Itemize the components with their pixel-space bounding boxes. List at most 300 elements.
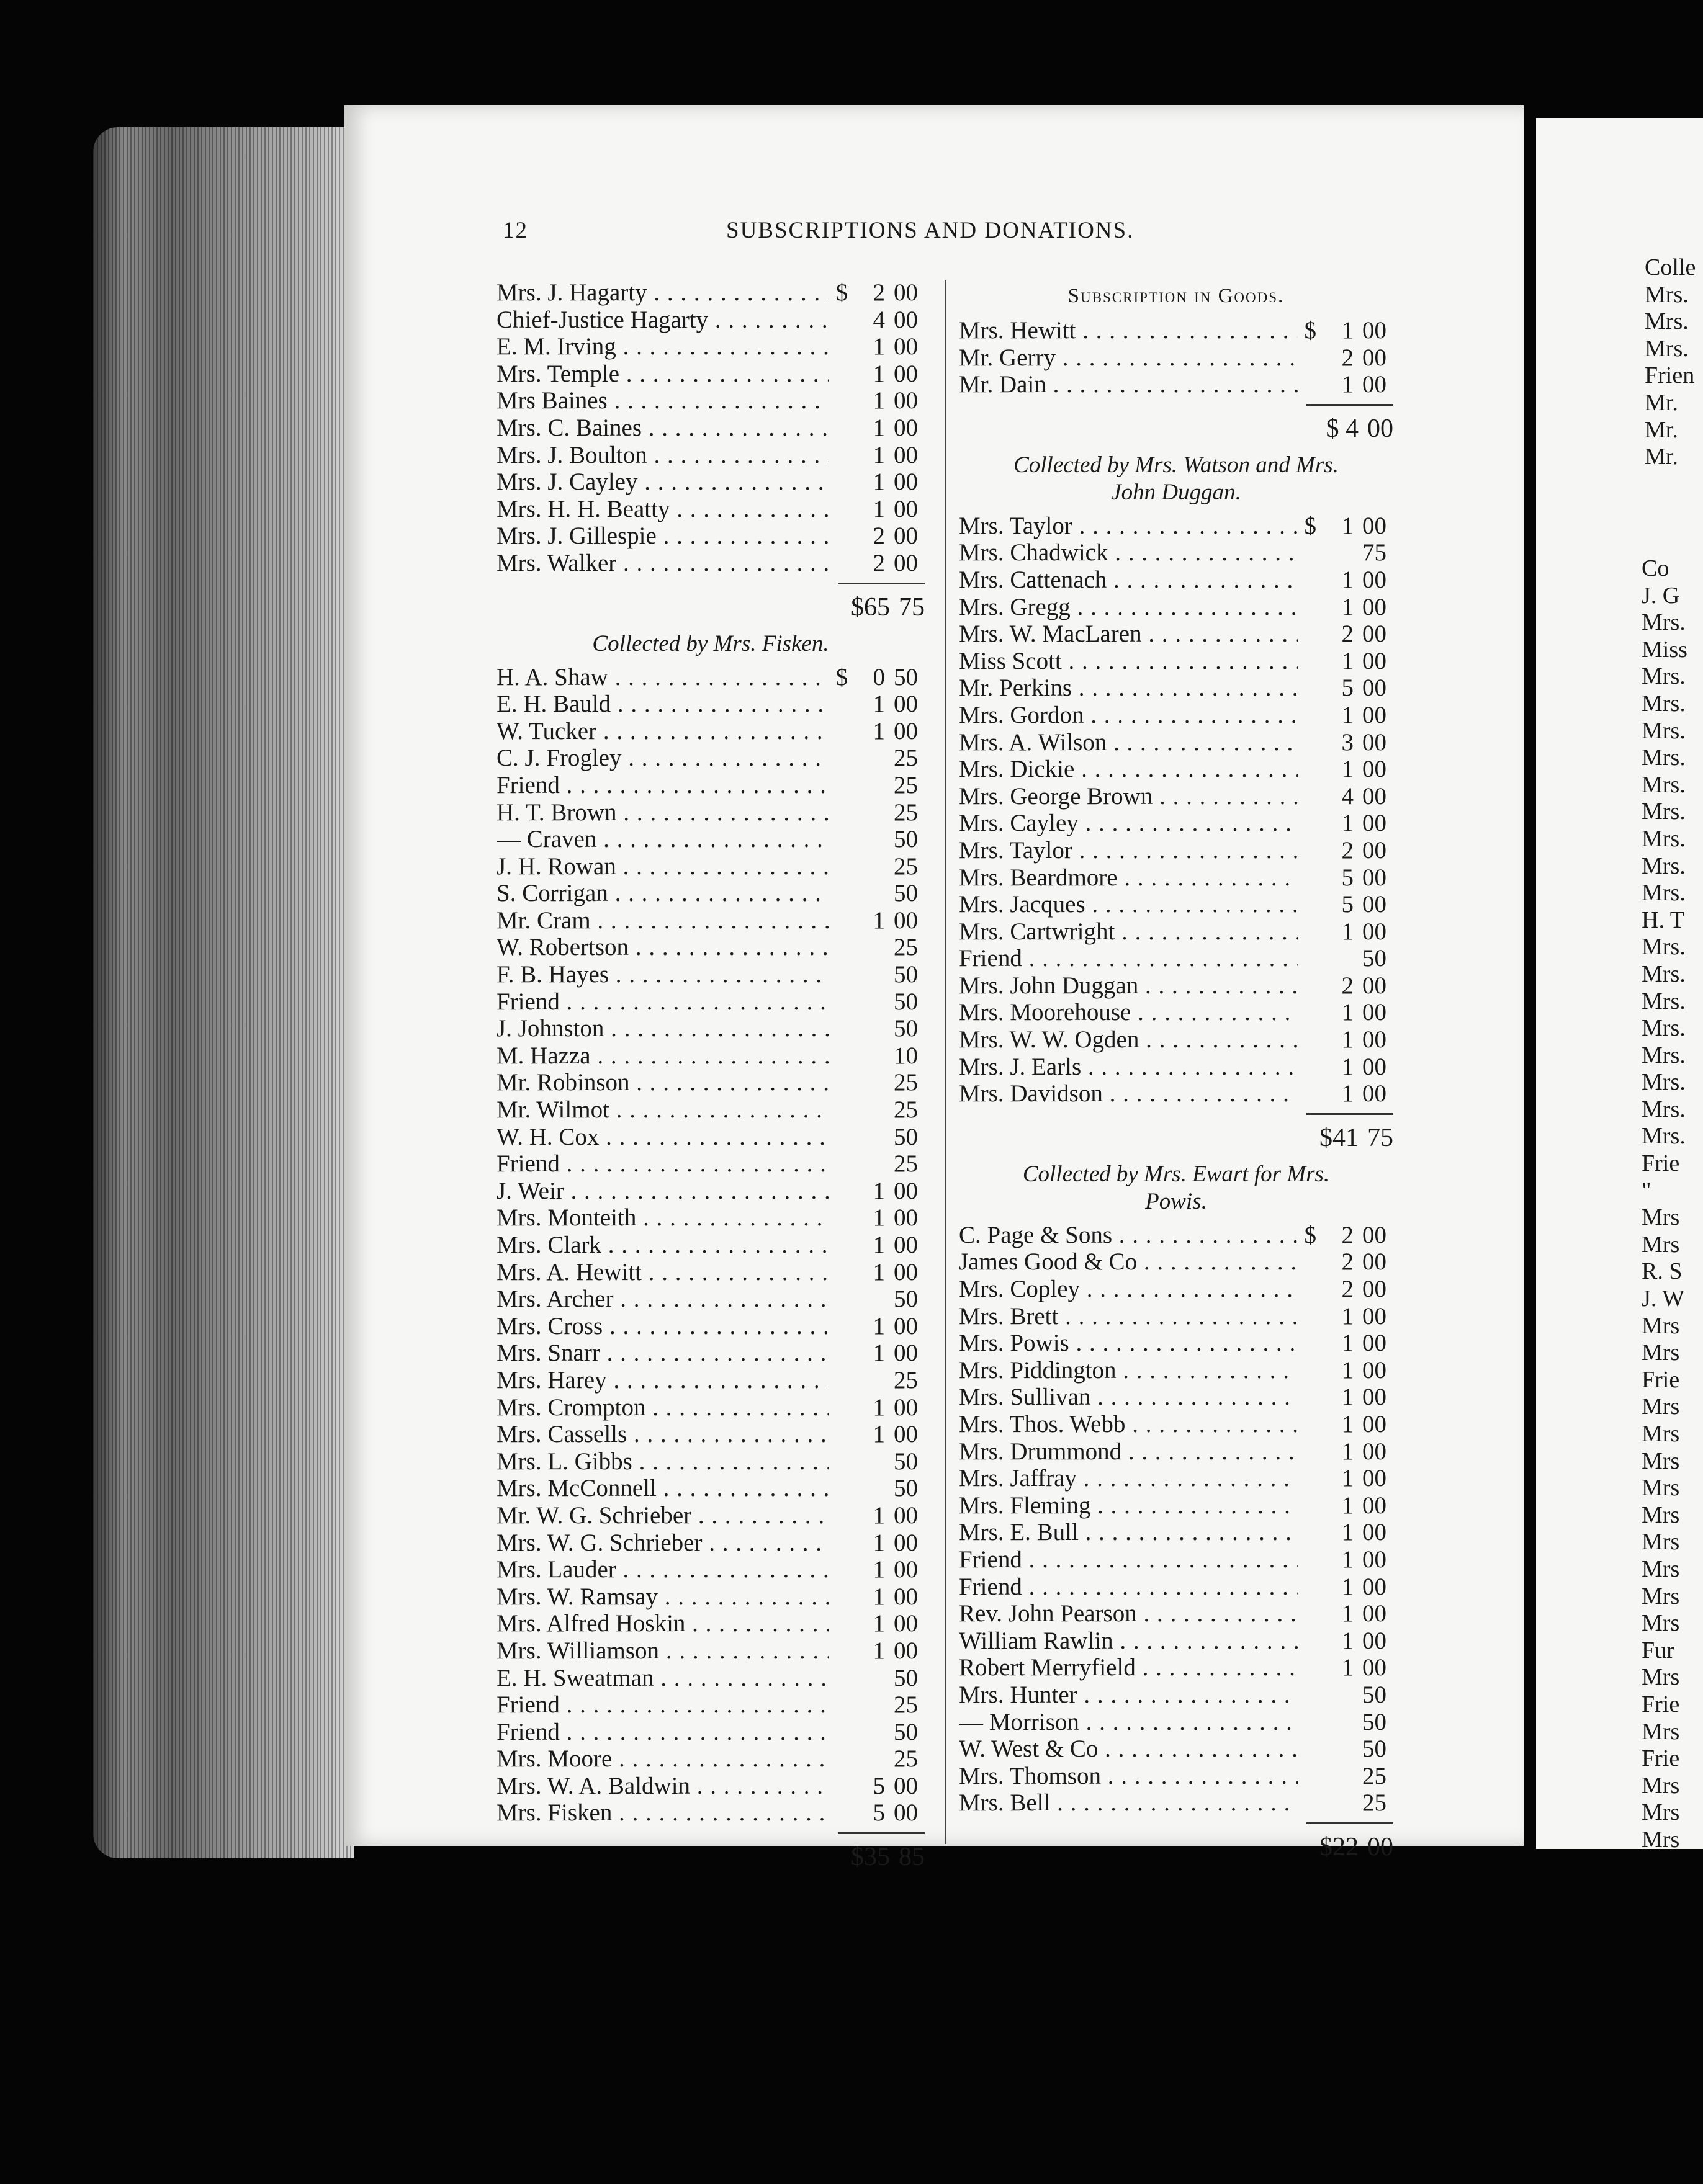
subscription-row	[959, 972, 1393, 1000]
amount-cents: 50	[894, 988, 918, 1015]
facing-line: "	[1642, 1177, 1651, 1204]
subscription-row	[497, 1556, 925, 1583]
donor-name: Mrs. Taylor . . .	[959, 512, 1298, 540]
amount-cents: 00	[894, 441, 918, 468]
subscription-row	[959, 344, 1393, 372]
facing-line: Fur	[1642, 1637, 1674, 1663]
amount-cents: 00	[894, 468, 918, 496]
donor-name: Friend . . .	[497, 1150, 829, 1178]
subscription-row	[959, 864, 1393, 892]
subscription-row	[959, 539, 1393, 566]
amount-cents: 00	[894, 1177, 918, 1204]
facing-line: Mrs.	[1642, 609, 1686, 636]
facing-line: Mrs	[1642, 1502, 1680, 1528]
donor-name: Mrs. J. Cayley . . .	[497, 468, 829, 496]
donor-name: Mrs. Moorehouse . . .	[959, 999, 1298, 1026]
facing-line: Mrs	[1642, 1555, 1680, 1582]
amount-dollars: 1	[1341, 512, 1354, 539]
amount-cents: 00	[1362, 344, 1386, 371]
facing-line: Mr.	[1645, 389, 1678, 416]
facing-line: Colle	[1645, 254, 1696, 280]
amount-dollars: 1	[1341, 1654, 1354, 1681]
amount-cents: 25	[894, 1745, 918, 1773]
amount-cents: 00	[1362, 1330, 1386, 1357]
donor-name: E. H. Bauld . . .	[497, 691, 829, 718]
donor-name: Mrs. George Brown . . .	[959, 783, 1298, 810]
amount-dollars: 1	[1341, 1519, 1354, 1546]
subscription-row	[497, 1583, 925, 1611]
facing-line: Mr.	[1645, 444, 1678, 470]
donor-name: H. T. Brown . . .	[497, 799, 829, 826]
amount-dollars: 1	[873, 717, 885, 745]
amount-cents: 00	[1362, 1080, 1386, 1108]
amount-cents: 00	[1362, 593, 1386, 620]
amount-dollars: 2	[1341, 1221, 1354, 1248]
donor-name: Robert Merryfield . . .	[959, 1654, 1298, 1681]
amount-cents: 00	[894, 1312, 918, 1340]
amount-cents: 25	[894, 1096, 918, 1124]
donor-name: F. B. Hayes . . .	[497, 961, 829, 988]
subscription-row	[497, 522, 925, 550]
amount-cents: 50	[894, 1475, 918, 1502]
donor-name: W. Tucker . . .	[497, 718, 829, 745]
donor-name: Mrs. Hunter . . .	[959, 1681, 1298, 1709]
donor-name: J. H. Rowan . . .	[497, 853, 829, 880]
amount-dollars: 1	[873, 1502, 885, 1529]
facing-line: Frie	[1642, 1691, 1680, 1717]
subscription-row	[959, 512, 1393, 540]
subscription-row	[959, 1357, 1393, 1384]
amount-cents: 00	[894, 306, 918, 333]
amount-dollars: 1	[873, 1232, 885, 1258]
subscription-row	[959, 1789, 1393, 1817]
subscription-row	[497, 550, 925, 577]
amount-cents: 00	[894, 717, 918, 745]
facing-line: Mrs	[1642, 1610, 1680, 1637]
donor-name: Friend . . .	[959, 945, 1298, 972]
subscription-row	[497, 826, 925, 853]
amount-dollars: 1	[1341, 918, 1354, 945]
donor-name: S. Corrigan . . .	[497, 880, 829, 907]
amount-cents: 50	[894, 1664, 918, 1691]
donor-name: Mrs. Cassells . . .	[497, 1421, 829, 1448]
sum-rule	[959, 1817, 1393, 1829]
total-cents: 75	[899, 593, 925, 622]
donor-name: Mrs. J. Gillespie . . .	[497, 522, 829, 550]
subscription-row	[959, 1330, 1393, 1357]
amount-dollars: 1	[873, 1529, 885, 1556]
amount-cents: 00	[1362, 701, 1386, 728]
donor-name: Mrs. Piddington . . .	[959, 1357, 1298, 1384]
donor-name: Mrs. Fisken . . .	[497, 1799, 829, 1827]
heading-line: Collected by Mrs. Ewart for Mrs.	[1022, 1161, 1330, 1187]
subscription-row	[959, 1763, 1393, 1790]
facing-line: Mrs.	[1642, 853, 1686, 879]
facing-line: Co	[1642, 555, 1669, 581]
amount-cents: 00	[894, 1232, 918, 1258]
subscription-row	[497, 279, 925, 307]
amount-dollars: 5	[1341, 674, 1354, 702]
amount-dollars: 1	[873, 495, 885, 522]
donor-name: Mrs. W. MacLaren . . .	[959, 620, 1298, 648]
amount-dollars: 3	[1341, 728, 1354, 756]
amount-cents: 10	[894, 1042, 918, 1069]
facing-line: Mrs	[1642, 1448, 1680, 1474]
amount-cents: 00	[894, 1556, 918, 1583]
amount-cents: 00	[894, 1583, 918, 1610]
amount-dollars: 1	[1341, 566, 1354, 593]
amount-dollars: 1	[1341, 999, 1354, 1026]
amount-cents: 00	[1362, 371, 1386, 398]
ewart-list	[959, 1222, 1393, 1817]
amount-cents: 00	[894, 360, 918, 387]
heading-line: John Duggan.	[1111, 479, 1241, 505]
amount-cents: 25	[1362, 1762, 1386, 1789]
subscription-row	[959, 1573, 1393, 1601]
subscription-row	[497, 745, 925, 772]
donor-name: Mrs. Davidson . . .	[959, 1080, 1298, 1108]
amount-cents: 00	[894, 1502, 918, 1529]
subscription-row	[959, 1709, 1393, 1736]
donor-name: Mrs. Snarr . . .	[497, 1340, 829, 1367]
amount-dollars: 1	[1341, 1573, 1354, 1600]
amount-cents: 00	[1362, 566, 1386, 593]
subscription-row	[959, 1492, 1393, 1519]
amount-dollars: 1	[873, 1312, 885, 1340]
total-cents: 00	[1367, 414, 1393, 443]
donor-name: Mrs. Hewitt . . .	[959, 317, 1298, 344]
donor-name: Mrs. Fleming . . .	[959, 1492, 1298, 1519]
amount-cents: 75	[1362, 539, 1386, 566]
facing-line: Mrs.	[1645, 308, 1689, 335]
donor-name: Mrs. J. Hagarty . . .	[497, 279, 829, 307]
donor-name: M. Hazza . . .	[497, 1042, 829, 1070]
total-dollars: $65	[851, 593, 890, 622]
amount-cents: 00	[894, 691, 918, 718]
amount-cents: 00	[1362, 1276, 1386, 1303]
amount-dollars: 1	[1341, 1546, 1354, 1573]
amount-cents: 50	[894, 1718, 918, 1745]
subscription-row	[497, 1232, 925, 1259]
page-title: SUBSCRIPTIONS AND DONATIONS.	[726, 218, 1135, 243]
amount-dollars: 1	[873, 1394, 885, 1421]
facing-line: Mrs	[1642, 1421, 1680, 1447]
facing-line: Mrs.	[1645, 281, 1689, 308]
subscription-row	[497, 880, 925, 907]
amount-dollars: 1	[873, 1556, 885, 1583]
amount-dollars: 1	[1341, 701, 1354, 728]
facing-line: Mrs.	[1642, 988, 1686, 1014]
amount-dollars: 1	[873, 1583, 885, 1610]
amount-cents: 25	[894, 1691, 918, 1719]
facing-line: Mrs	[1642, 1772, 1680, 1799]
amount-dollars: 1	[873, 333, 885, 360]
donor-name: — Craven . . .	[497, 826, 829, 853]
subscription-row	[497, 907, 925, 934]
donor-name: — Morrison . . .	[959, 1709, 1298, 1736]
heading-line: Collected by Mrs. Watson and Mrs.	[1013, 452, 1339, 478]
amount-cents: 00	[894, 1799, 918, 1827]
amount-dollars: 1	[1341, 371, 1354, 398]
donor-name: Friend . . .	[959, 1546, 1298, 1573]
donor-name: Mrs. Drummond . . .	[959, 1438, 1298, 1466]
subscription-row	[959, 1411, 1393, 1438]
watson-list	[959, 512, 1393, 1108]
donor-name: Mr. Perkins . . .	[959, 674, 1298, 702]
subscription-row	[497, 1340, 925, 1367]
amount-dollars: 1	[873, 441, 885, 468]
amount-dollars: 5	[1341, 891, 1354, 918]
subscription-row	[497, 360, 925, 388]
page-number: 12	[503, 218, 528, 243]
subscription-row	[959, 1303, 1393, 1330]
amount-cents: 25	[894, 1150, 918, 1178]
subscription-row	[497, 1665, 925, 1692]
facing-line: Mrs	[1642, 1312, 1680, 1339]
amount-cents: 00	[1362, 864, 1386, 891]
subscription-row	[497, 664, 925, 691]
amount-dollars: 1	[873, 1637, 885, 1664]
amount-cents: 00	[1362, 647, 1386, 674]
subscription-row	[497, 387, 925, 414]
amount-cents: 50	[894, 880, 918, 907]
subscription-row	[497, 414, 925, 442]
amount-dollars: 1	[1341, 1356, 1354, 1384]
donor-name: Mrs. J. Earls . . .	[959, 1054, 1298, 1081]
amount-cents: 50	[1362, 945, 1386, 972]
donor-name: Mrs. L. Gibbs . . .	[497, 1448, 829, 1475]
fisken-list	[497, 664, 925, 1827]
amount-dollars: 1	[1341, 1302, 1354, 1330]
subscription-row	[959, 648, 1393, 675]
donor-name: Mrs. Cattenach . . .	[959, 566, 1298, 594]
amount-cents: 00	[894, 522, 918, 550]
donor-name: C. Page & Sons . . .	[959, 1222, 1298, 1249]
subscription-row	[497, 1448, 925, 1475]
subscription-row	[497, 1773, 925, 1800]
amount-cents: 00	[1362, 1573, 1386, 1600]
subscription-row	[959, 674, 1393, 702]
total-dollars: $35	[851, 1843, 890, 1872]
donor-name: W. H. Cox . . .	[497, 1124, 829, 1151]
donor-name: H. A. Shaw . . .	[497, 664, 829, 691]
facing-line: Mrs.	[1642, 1096, 1686, 1122]
donor-name: William Rawlin . . .	[959, 1627, 1298, 1655]
donor-name: Mr. Wilmot . . .	[497, 1096, 829, 1124]
subscription-row	[497, 799, 925, 826]
amount-cents: 00	[1362, 1411, 1386, 1438]
subscription-row	[959, 1026, 1393, 1054]
amount-dollars: 2	[1341, 836, 1354, 864]
subscription-row	[959, 837, 1393, 864]
amount-cents: 25	[894, 934, 918, 961]
subscription-row	[497, 988, 925, 1016]
amount-cents: 00	[1362, 317, 1386, 344]
amount-dollars: 2	[1341, 1276, 1354, 1303]
donor-name: J. Johnston . . .	[497, 1015, 829, 1042]
facing-line: Mrs	[1642, 1718, 1680, 1745]
amount-cents: 00	[1362, 1356, 1386, 1384]
donor-name: Friend . . .	[497, 1691, 829, 1719]
donor-name: Mrs. Powis . . .	[959, 1330, 1298, 1357]
donor-name: Mrs. W. A. Baldwin . . .	[497, 1773, 829, 1800]
section-heading: Collected by Mrs. Fisken.	[592, 630, 829, 656]
donor-name: Mrs. Williamson . . .	[497, 1637, 829, 1665]
donor-name: Mrs. A. Hewitt . . .	[497, 1259, 829, 1286]
donor-name: Mrs. W. G. Schrieber . . .	[497, 1529, 829, 1557]
amount-cents: 50	[1362, 1735, 1386, 1763]
amount-cents: 00	[1362, 1465, 1386, 1492]
amount-dollars: 1	[873, 1340, 885, 1367]
amount-dollars: 1	[873, 1610, 885, 1637]
donor-name: Mrs. McConnell . . .	[497, 1475, 829, 1502]
amount-cents: 00	[894, 1340, 918, 1367]
amount-cents: 50	[894, 1015, 918, 1042]
facing-line: Mrs	[1642, 1231, 1680, 1258]
dollar-sign: $	[835, 663, 848, 691]
amount-dollars: 1	[1341, 1384, 1354, 1411]
amount-dollars: 5	[873, 1799, 885, 1827]
subscription-row	[959, 729, 1393, 756]
subscription-row	[959, 1627, 1393, 1655]
amount-dollars: 5	[873, 1772, 885, 1799]
donor-name: Mrs. Dickie . . .	[959, 756, 1298, 783]
amount-cents: 50	[1362, 1708, 1386, 1735]
amount-dollars: 5	[1341, 864, 1354, 891]
amount-dollars: 4	[873, 306, 885, 333]
subscription-row	[497, 691, 925, 718]
column-divider	[945, 280, 946, 1844]
donor-name: W. West & Co . . .	[959, 1735, 1298, 1763]
subscription-row	[959, 317, 1393, 344]
subscription-row	[959, 1276, 1393, 1303]
total-dollars: $22	[1319, 1833, 1359, 1862]
amount-cents: 50	[894, 1123, 918, 1150]
facing-page-text	[1645, 254, 1696, 471]
amount-cents: 25	[894, 1366, 918, 1394]
subscription-row	[959, 1080, 1393, 1108]
subscription-row	[959, 1384, 1393, 1411]
subscription-row	[497, 1502, 925, 1529]
total-cents: 75	[1367, 1124, 1393, 1153]
donor-name: Friend . . .	[497, 988, 829, 1016]
facing-line: Mrs.	[1642, 934, 1686, 960]
amount-dollars: 2	[1341, 972, 1354, 999]
amount-cents: 00	[894, 906, 918, 934]
donor-name: Mrs. Jacques . . .	[959, 891, 1298, 918]
amount-dollars: 1	[1341, 647, 1354, 674]
sum-rule	[497, 1827, 925, 1839]
amount-dollars: 1	[1341, 1026, 1354, 1054]
amount-dollars: 2	[873, 549, 885, 576]
total-dollars: $41	[1319, 1124, 1359, 1153]
subscription-row	[497, 1529, 925, 1557]
section-heading	[959, 1157, 1393, 1222]
amount-cents: 00	[894, 1394, 918, 1421]
amount-cents: 50	[894, 961, 918, 988]
facing-line: Mrs	[1642, 1826, 1680, 1853]
subscription-row	[959, 371, 1393, 398]
dollar-sign: $	[1304, 512, 1316, 539]
subscription-row	[497, 1178, 925, 1205]
total-line	[497, 589, 925, 627]
facing-line: Mrs.	[1642, 1042, 1686, 1068]
amount-dollars: 1	[1341, 317, 1354, 344]
amount-dollars: 1	[873, 1177, 885, 1204]
amount-cents: 00	[1362, 1519, 1386, 1546]
subscription-row	[959, 594, 1393, 621]
donor-name: Mr. W. G. Schrieber . . .	[497, 1502, 829, 1529]
donor-name: Mrs. Gregg . . .	[959, 594, 1298, 621]
dollar-sign: $	[835, 279, 848, 306]
amount-cents: 00	[1362, 782, 1386, 810]
subscription-row	[959, 702, 1393, 729]
amount-cents: 00	[1362, 999, 1386, 1026]
amount-dollars: 1	[1341, 1627, 1354, 1654]
amount-cents: 00	[894, 279, 918, 306]
amount-cents: 00	[1362, 674, 1386, 702]
amount-cents: 00	[894, 333, 918, 360]
amount-cents: 50	[1362, 1681, 1386, 1708]
amount-cents: 00	[1362, 1600, 1386, 1627]
sum-rule	[497, 577, 925, 589]
total-dollars: $ 4	[1326, 414, 1359, 443]
amount-cents: 00	[894, 549, 918, 576]
amount-cents: 25	[894, 745, 918, 772]
facing-line: Mrs	[1642, 1583, 1680, 1609]
amount-cents: 00	[1362, 1026, 1386, 1054]
amount-dollars: 2	[1341, 1248, 1354, 1276]
donor-name: J. Weir . . .	[497, 1178, 829, 1205]
subscription-row	[497, 1150, 925, 1178]
facing-line: Mrs.	[1642, 1123, 1686, 1150]
amount-cents: 00	[1362, 1546, 1386, 1573]
donor-name: Mrs. Cartwright . . .	[959, 918, 1298, 946]
donor-name: Chief-Justice Hagarty . . .	[497, 307, 829, 334]
sum-rule	[959, 1108, 1393, 1120]
subscription-row	[959, 1546, 1393, 1573]
facing-line: Mrs.	[1642, 825, 1686, 852]
amount-cents: 00	[1362, 918, 1386, 945]
donor-name: Mrs. Clark . . .	[497, 1232, 829, 1259]
facing-line: Mrs	[1642, 1664, 1680, 1691]
amount-cents: 00	[1362, 1492, 1386, 1519]
subscription-row	[497, 1204, 925, 1232]
facing-line: Mrs	[1642, 1529, 1680, 1555]
amount-cents: 00	[1362, 972, 1386, 999]
donor-name: W. Robertson . . .	[497, 934, 829, 961]
donor-name: Mrs. Lauder . . .	[497, 1556, 829, 1583]
amount-dollars: 2	[1341, 344, 1354, 371]
amount-cents: 00	[894, 1529, 918, 1556]
donor-name: Mrs. Harey . . .	[497, 1367, 829, 1394]
total-cents: 00	[1367, 1833, 1393, 1862]
total-line	[959, 1829, 1393, 1866]
amount-dollars: 0	[873, 663, 885, 691]
donor-name: Mrs. Temple . . .	[497, 360, 829, 388]
subscription-row	[497, 1015, 925, 1042]
donor-name: Friend . . .	[959, 1573, 1298, 1601]
facing-line: Mrs	[1642, 1475, 1680, 1502]
facing-line: Mrs.	[1642, 771, 1686, 798]
total-line	[497, 1839, 925, 1876]
amount-cents: 00	[1362, 1053, 1386, 1080]
donor-name: Mrs. E. Bull . . .	[959, 1519, 1298, 1546]
subscription-row	[497, 772, 925, 799]
amount-cents: 00	[1362, 891, 1386, 918]
amount-dollars: 1	[1341, 1330, 1354, 1357]
subscription-row	[497, 1286, 925, 1313]
